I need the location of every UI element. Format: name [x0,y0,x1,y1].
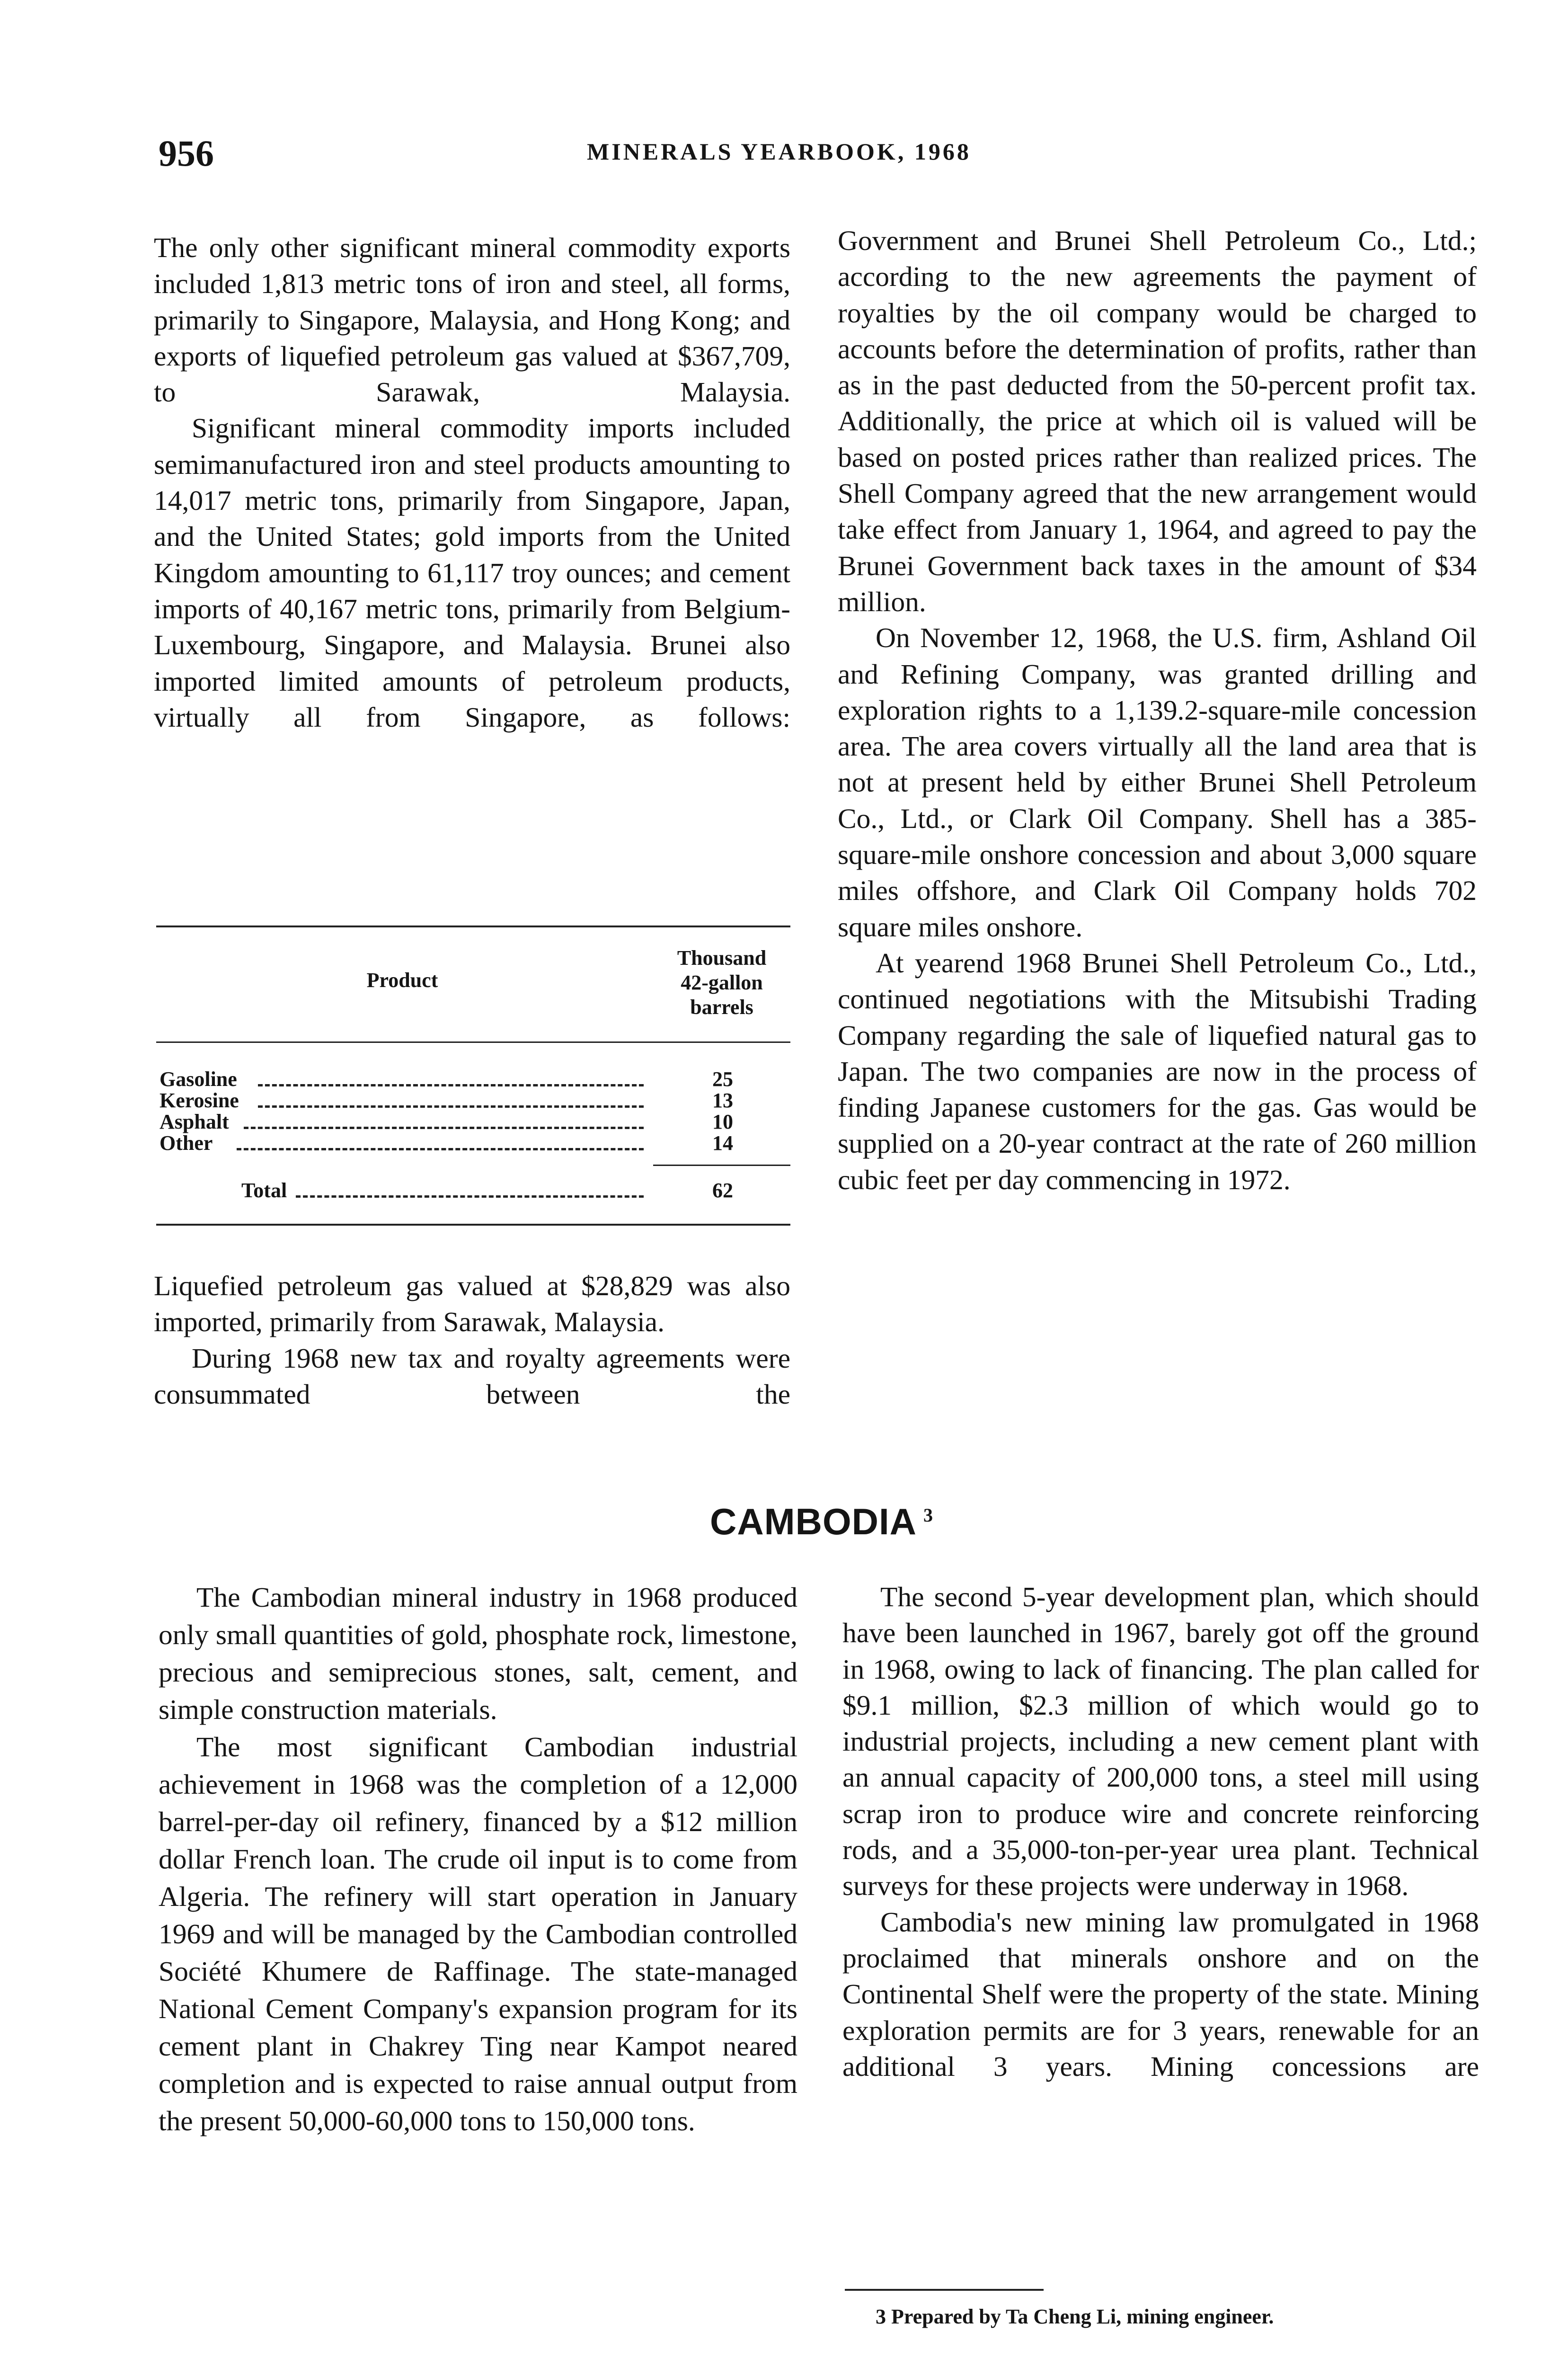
table-row-label: Asphalt [159,1110,229,1133]
brunei-right-column [838,222,1477,1198]
table-row-value: 25 [712,1068,733,1091]
paragraph: At yearend 1968 Brunei Shell Petroleum Co., Ltd., continued negotiations with the Mitsubishi Trading Company regarding the sale of liquefied natural gas to Japan. The two companies are now in the process of finding Japanese customers for the gas. Gas would be supplied on a 20-year contract at the rate of 260 million cubic feet per day commencing in 1972. [838,947,1477,1195]
paragraph: During 1968 new tax and royalty agreements were consummated between the [154,1342,790,1410]
table-row-value: 13 [712,1089,733,1112]
table-total-value: 62 [712,1179,733,1202]
table-row-label: Kerosine [159,1089,239,1112]
table-header-product: Product [366,969,438,992]
table-row-value: 14 [712,1131,733,1155]
paragraph: Government and Brunei Shell Petroleum Co., Ltd.; according to the new agreements the payment of royalties by the oil company would be charged to accounts before the determination of profits, rather than as in the past deducted from the 50-percent profit tax. Additionally, the price at which oil is valued will be based on posted prices rather than realized prices. The Shell Company agreed that the new arrangement would take effect from January 1, 1964, and agreed to pay the Brunei Government back taxes in the amount of $34 million. [838,225,1477,617]
table-row-value: 10 [712,1110,733,1133]
table-bottom-rule [156,1224,790,1226]
paragraph: The only other significant mineral commodity exports included 1,813 metric tons of iron and steel, all forms, primarily to Singapore, Malaysia, and Hong Kong; and exports of liquefied petroleum gas valued at $367,709, to Sarawak, Malaysia. [154,232,790,408]
table-total-rule [653,1165,790,1166]
brunei-left-column-lower [154,1268,790,1412]
paragraph: On November 12, 1968, the U.S. firm, Ashland Oil and Refining Company, was granted drilling and exploration rights to a 1,139.2-square-mile concession area. The area covers virtually all the land area that is not at present held by either Brunei Shell Petroleum Co., Ltd., or Clark Oil Company. Shell has a 385-square-mile onshore concession and about 3,000 square miles offshore, and Clark Oil Company holds 702 square miles onshore. [838,622,1477,943]
paragraph: Significant mineral commodity imports included semimanufactured iron and steel products amounting to 14,017 metric tons, primarily from Singapore, Japan, and the United States; gold imports from the United Kingdom amounting to 61,117 troy ounces; and cement imports of 40,167 metric tons, primarily from Belgium-Luxembourg, Singapore, and Malaysia. Brunei also imported limited amounts of petroleum products, virtually all from Singapore, as follows: [154,412,790,733]
brunei-left-column [154,230,790,735]
page-number: 956 [159,133,214,174]
running-head: MINERALS YEARBOOK, 1968 [587,138,971,165]
table-row-leader [244,1127,644,1129]
cambodia-left-column [159,1579,797,2140]
paragraph: The second 5-year development plan, which should have been launched in 1967, barely got off the ground in 1968, owing to lack of financing. The plan called for $9.1 million, $2.3 million of which would go to industrial projects, including a new cement plant with an annual capacity of 200,000 tons, a steel mill using scrap iron to produce wire and concrete reinforcing rods, and a 35,000-ton-per-year urea plant. Technical surveys for these projects were underway in 1968. [842,1581,1479,1902]
paragraph: Cambodia's new mining law promulgated in 1968 proclaimed that minerals onshore and on the Continental Shelf were the property of the state. Mining exploration permits are for 3 years, renewable for an additional 3 years. Mining concessions are [842,1906,1479,2082]
paragraph: Liquefied petroleum gas valued at $28,829 was also imported, primarily from Sarawak, Malaysia. [154,1270,790,1338]
table-row-label: Other [159,1131,213,1155]
paragraph: The Cambodian mineral industry in 1968 produced only small quantities of gold, phosphate rock, limestone, precious and semiprecious stones, salt, cement, and simple construction materials. [159,1582,797,1725]
table-header-unit: Thousand 42-gallon barrels [677,946,767,1019]
cambodia-right-column [842,1579,1479,2084]
footnote-marker: 3 [923,1504,933,1526]
table-row-leader [258,1084,644,1086]
table-total-leader [296,1195,644,1198]
table-top-rule [156,925,790,927]
table-header-rule [156,1041,790,1043]
section-heading-cambodia: CAMBODIA $^3$ [710,1501,933,1542]
table-row-leader [258,1105,644,1108]
table-row-label: Gasoline [159,1068,237,1091]
table-total-label: Total [241,1179,287,1202]
footnote: 3 Prepared by Ta Cheng Li, mining engineer. [876,2305,1274,2328]
footnote-rule [845,2289,1044,2291]
table-row-leader [237,1148,644,1150]
paragraph: The most significant Cambodian industrial achievement in 1968 was the completion of a 12,000 barrel-per-day oil refinery, financed by a $12 million dollar French loan. The crude oil input is to come from Algeria. The refinery will start operation in January 1969 and will be managed by the Cambodian controlled Société Khumere de Raffinage. The state-managed National Cement Company's expansion program for its cement plant in Chakrey Ting near Kampot neared completion and is expected to raise annual output from the present 50,000-60,000 tons to 150,000 tons. [159,1731,797,2136]
